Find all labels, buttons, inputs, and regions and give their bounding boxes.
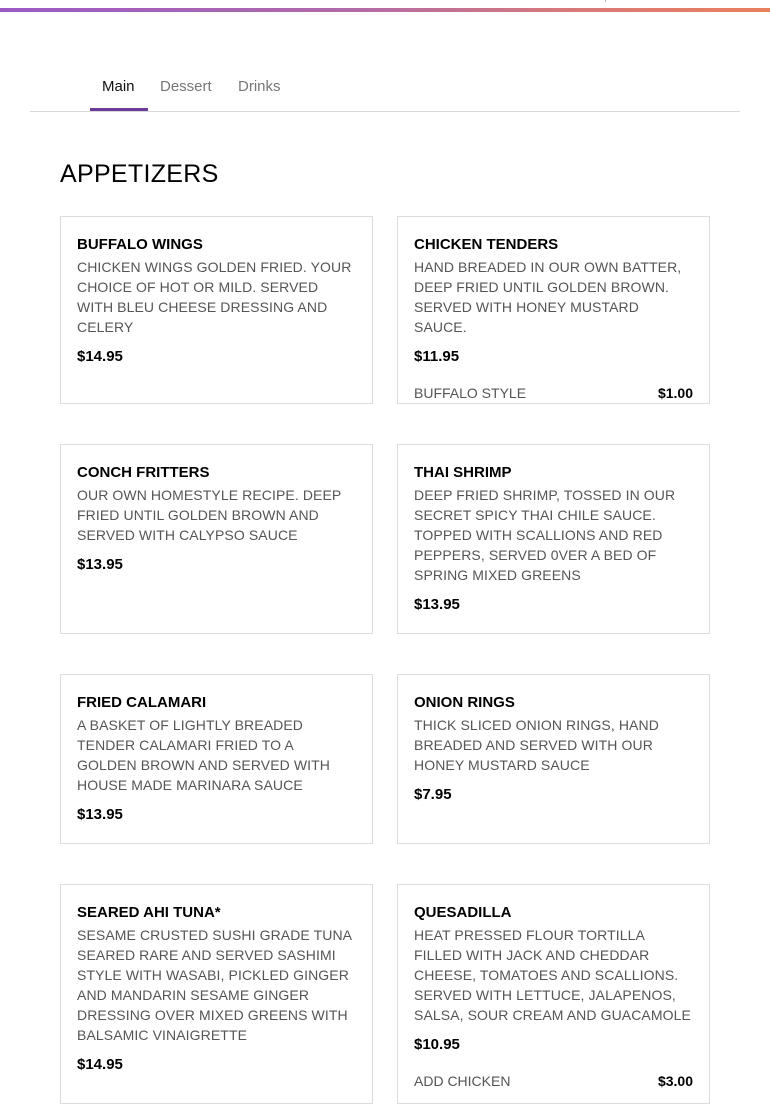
item-description: HEAT PRESSED FLOUR TORTILLA FILLED WITH JACK AND CHEDDAR CHEESE, TOMATOES AND SCALLIONS. SERVED WITH LETTUCE, JALAPENOS, SALSA, SOUR CREAM AND GUACAMOLE [414, 927, 691, 1023]
tab-dessert[interactable]: Dessert [160, 78, 212, 95]
addon-price: $1.00 [657, 385, 693, 401]
item-description: CHICKEN WINGS GOLDEN FRIED. YOUR CHOICE OF HOT OR MILD. SERVED WITH BLEU CHEESE DRESSING AND CELERY [77, 259, 352, 335]
menu-tabs [30, 64, 740, 112]
addon-name: BUFFALO STYLE [414, 385, 527, 401]
item-name: QUESADILLA [414, 904, 512, 921]
tab-main[interactable]: Main [102, 78, 135, 95]
menu-item-card[interactable] [397, 216, 710, 404]
gradient-stripe [0, 8, 770, 12]
section-title: APPETIZERS [60, 160, 219, 188]
item-description: OUR OWN HOMESTYLE RECIPE. DEEP FRIED UNTIL GOLDEN BROWN AND SERVED WITH CALYPSO SAUCE [77, 487, 342, 543]
item-price: $13.95 [77, 806, 123, 823]
item-name: BUFFALO WINGS [77, 236, 203, 253]
item-price: $14.95 [77, 348, 123, 365]
item-price: $7.95 [414, 786, 452, 803]
menu-item-card[interactable] [60, 444, 373, 634]
menu-item-card[interactable] [397, 444, 710, 634]
item-addon[interactable] [414, 383, 693, 403]
tab-drinks[interactable]: Drinks [238, 78, 281, 95]
menu-item-card[interactable] [397, 884, 710, 1104]
item-name: THAI SHRIMP [414, 464, 512, 481]
item-description: HAND BREADED IN OUR OWN BATTER, DEEP FRIED UNTIL GOLDEN BROWN. SERVED WITH HONEY MUSTARD SAUCE. [414, 259, 682, 335]
item-description: A BASKET OF LIGHTLY BREADED TENDER CALAMARI FRIED TO A GOLDEN BROWN AND SERVED WITH HOUSE MADE MARINARA SAUCE [77, 717, 331, 793]
menu-item-card[interactable] [60, 884, 373, 1104]
item-description: SESAME CRUSTED SUSHI GRADE TUNA SEARED RARE AND SERVED SASHIMI STYLE WITH WASABI, PICKLED GINGER AND MANDARIN SESAME GINGER DRESSING OVER MIXED GREENS WITH BALSAMIC VINAIGRETTE [77, 927, 352, 1043]
top-bar-divider [605, 0, 606, 2]
item-addon[interactable] [414, 1071, 693, 1091]
item-name: CHICKEN TENDERS [414, 236, 559, 253]
top-accent-bar [0, 0, 770, 12]
item-price: $13.95 [77, 556, 123, 573]
item-description: THICK SLICED ONION RINGS, HAND BREADED AND SERVED WITH OUR HONEY MUSTARD SAUCE [414, 717, 659, 773]
addon-name: ADD CHICKEN [414, 1073, 511, 1089]
menu-item-card[interactable] [397, 674, 710, 844]
item-price: $13.95 [414, 596, 460, 613]
addon-price: $3.00 [657, 1073, 693, 1089]
item-price: $11.95 [414, 348, 460, 365]
item-name: CONCH FRITTERS [77, 464, 210, 481]
menu-item-card[interactable] [60, 216, 373, 404]
item-name: FRIED CALAMARI [77, 694, 207, 711]
item-price: $10.95 [414, 1036, 460, 1053]
active-tab-indicator [90, 108, 148, 111]
item-price: $14.95 [77, 1056, 123, 1073]
menu-item-card[interactable] [60, 674, 373, 844]
item-description: DEEP FRIED SHRIMP, TOSSED IN OUR SECRET SPICY THAI CHILE SAUCE. TOPPED WITH SCALLIONS AND RED PEPPERS, SERVED 0VER A BED OF SPRING MIXED GREENS [414, 487, 676, 583]
item-name: SEARED AHI TUNA* [77, 904, 221, 921]
item-name: ONION RINGS [414, 694, 515, 711]
